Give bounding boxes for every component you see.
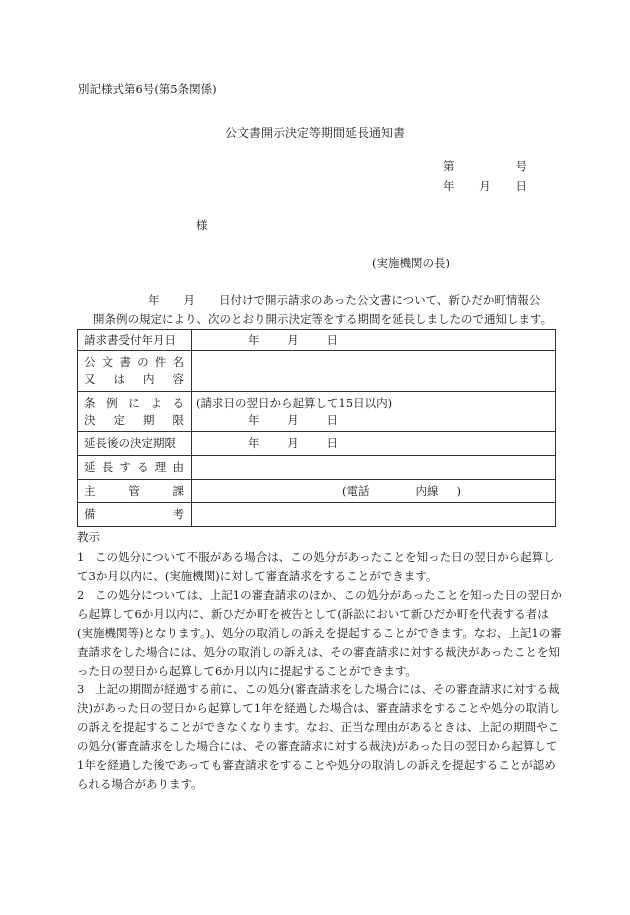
doc-number-prefix: 第: [443, 159, 455, 173]
label-char: 書: [119, 355, 131, 370]
label-line: [84, 459, 184, 476]
note-item-2: [77, 586, 562, 681]
label-char: よ: [150, 395, 162, 410]
intro-text-1: 日付けで開示請求のあった公文書について、新ひだか町情報公: [219, 293, 541, 307]
date-month: 月: [287, 412, 299, 427]
label-char: 決: [84, 412, 96, 427]
label-line: [84, 371, 184, 388]
row-label-subject: [78, 351, 192, 392]
label-char: 考: [172, 507, 184, 522]
label-char: 例: [106, 395, 118, 410]
doc-date-day: 日: [515, 179, 527, 193]
label-char: は: [113, 372, 125, 386]
label-char: 延: [84, 460, 96, 475]
note-text: この処分について不服がある場合は、この処分があったことを知った日の翌日から起算して3か月以内に、(実施機関)に対して審査請求をすることができます。: [77, 550, 555, 583]
date-month: 月: [287, 332, 299, 347]
row-label-extended-deadline: 延長後の決定期限: [78, 432, 192, 456]
table-row: [78, 503, 556, 527]
doc-number-suffix: 号: [515, 159, 527, 173]
label-char: に: [128, 395, 140, 410]
request-details-table: [77, 329, 556, 527]
row-value-ordinance-deadline: [192, 392, 556, 432]
deadline-note: (請求日の翌日から起算して15日以内): [196, 395, 393, 410]
document-number: [443, 160, 527, 174]
row-value-subject: [192, 351, 556, 392]
phone-label: (電話: [342, 483, 370, 498]
label-char: 由: [172, 460, 184, 475]
date-year: 年: [248, 436, 260, 451]
doc-date-year: 年: [443, 179, 455, 193]
note-number: 3: [77, 682, 85, 696]
label-line: [84, 506, 184, 523]
row-label-received-date: 請求書受付年月日: [78, 330, 192, 351]
intro-month: 月: [183, 293, 195, 307]
note-text: この処分については、上記1の審査請求のほか、この処分があったことを知った日の翌日から起算して6か月以内に、新ひだか町を被告として(訴訟において新ひだか町を代表する者は(実施機関等)となります。)、処分の取消しの訴えを提起することができます。なお、上記1の審査請求をした場合には、処分の取消しの訴えは、その審査請求に対する裁決があったことを知った日の翌日から起算して6か月以内に提起することができます。: [77, 588, 562, 678]
date-month: 月: [287, 436, 299, 451]
table-row: [78, 351, 556, 392]
row-value-extended-deadline: [192, 432, 556, 456]
note-number: 2: [77, 588, 85, 602]
intro-line-1: [148, 294, 540, 308]
date-day: 日: [326, 436, 338, 451]
notes-heading: 教示: [77, 530, 100, 544]
note-number: 1: [77, 550, 85, 564]
note-text: 上記の期間が経過する前に、この処分(審査請求をした場合には、その審査請求に対する裁決)があった日の翌日から起算して1年を経過した場合は、審査請求をすることや処分の取消しの訴えを提起することができなくなります。なお、正当な理由があるときは、上記の期間やこの処分(審査請求をした場合には、その審査請求に対する裁決)があった日の翌日から起算して1年を経過した後であっても審査請求をすることや処分の取消しの訴えを提起することが認められる場合があります。: [77, 682, 561, 791]
row-value-received-date: [192, 330, 556, 351]
label-char: 容: [172, 372, 184, 386]
note-item-3: [77, 680, 562, 794]
label-char: 又: [84, 372, 96, 386]
table-row: [78, 456, 556, 480]
document-title: 公文書開示決定等期間延長通知書: [224, 126, 405, 140]
label-char: 件: [154, 355, 167, 370]
intro-line-2: 開条例の規定により、次のとおり開示決定等をする期間を延長しましたので通知します。: [93, 312, 553, 326]
label-line: [84, 395, 184, 412]
issuer: (実施機関の長): [372, 256, 450, 270]
label-char: 名: [172, 355, 184, 370]
label-char: 管: [128, 483, 140, 498]
label-line: [84, 354, 184, 371]
label-char: 主: [84, 483, 96, 498]
table-row: [78, 330, 556, 351]
label-char: る: [137, 460, 149, 475]
label-char: す: [119, 460, 131, 475]
label-char: 限: [172, 412, 184, 427]
row-label-ordinance-deadline: [78, 392, 192, 432]
label-char: 定: [113, 412, 125, 427]
date-year: 年: [248, 412, 260, 427]
row-value-remarks: [192, 503, 556, 527]
label-char: の: [137, 355, 149, 370]
label-char: 内: [143, 372, 155, 386]
doc-date-month: 月: [479, 179, 491, 193]
addressee-suffix: 様: [196, 218, 208, 232]
label-char: 理: [154, 460, 167, 475]
label-char: 課: [172, 483, 184, 498]
row-label-responsible-section: [78, 480, 192, 503]
label-char: る: [172, 395, 184, 410]
label-line: [84, 483, 184, 500]
label-line: [84, 412, 184, 429]
note-item-1: [77, 548, 562, 586]
label-char: 備: [84, 507, 96, 522]
date-day: 日: [326, 412, 338, 427]
label-char: 長: [101, 460, 114, 475]
row-label-remarks: [78, 503, 192, 527]
row-value-reason: [192, 456, 556, 480]
label-char: 期: [143, 412, 155, 427]
form-label: 別記様式第6号(第5条関係): [78, 82, 217, 96]
label-char: 文: [101, 355, 114, 370]
table-row: [78, 480, 556, 503]
document-date: [443, 180, 527, 194]
extension-label: 内線: [415, 483, 439, 498]
phone-close: ): [456, 483, 461, 498]
label-char: 条: [84, 395, 96, 410]
intro-year: 年: [148, 293, 160, 307]
date-day: 日: [326, 332, 338, 347]
row-value-responsible-section: [192, 480, 556, 503]
row-label-reason: [78, 456, 192, 480]
label-char: 公: [84, 355, 96, 370]
date-year: 年: [248, 332, 260, 347]
table-row: [78, 392, 556, 432]
table-row: [78, 432, 556, 456]
